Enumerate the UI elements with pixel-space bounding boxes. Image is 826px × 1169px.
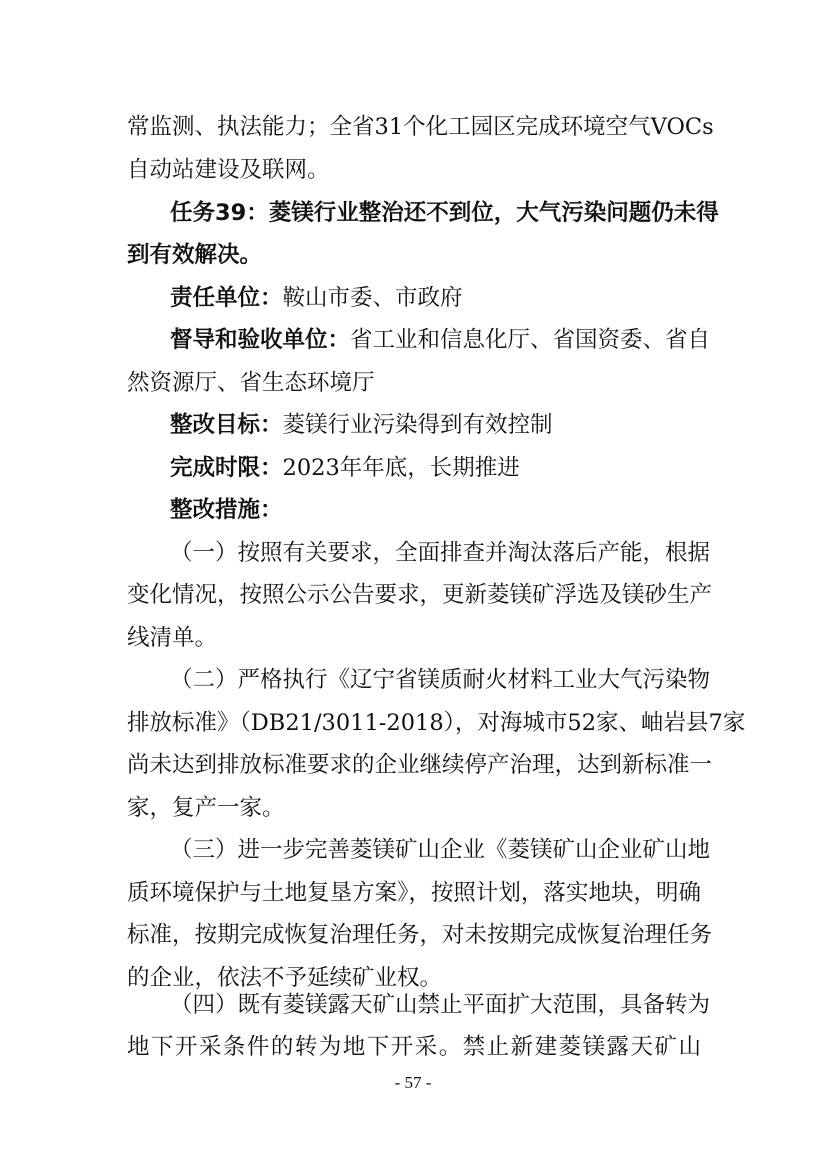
completion-deadline xyxy=(170,453,701,483)
task-heading: 任务39：菱镁行业整治还不到位，大气污染问题仍未得 xyxy=(170,200,719,226)
measure-2-line: （二）严格执行《辽宁省镁质耐火材料工业大气污染物 xyxy=(170,667,711,693)
rectification-goal-label: 整改目标： xyxy=(170,412,283,438)
responsible-unit-label: 责任单位： xyxy=(170,285,283,311)
paragraph-line: 自动站建设及联网。 xyxy=(127,157,330,183)
measure-2-line: 尚未达到排放标准要求的企业继续停产治理，达到新标准一 xyxy=(127,752,713,778)
task-heading: 到有效解决。 xyxy=(127,242,263,268)
measure-4-line: （四）既有菱镁露天矿山禁止平面扩大范围，具备转为 xyxy=(170,992,711,1018)
measure-3-line: 标准，按期完成恢复治理任务，对未按期完成恢复治理任务 xyxy=(127,922,713,948)
measure-3-line: （三）进一步完善菱镁矿山企业《菱镁矿山企业矿山地 xyxy=(170,837,711,863)
rectification-goal xyxy=(170,410,701,440)
rectification-measures xyxy=(170,495,701,525)
measure-3-line: 的企业，依法不予延续矿业权。 xyxy=(127,965,443,991)
measure-1-line: 线清单。 xyxy=(127,625,218,651)
measure-2-line: 排放标准》（DB21/3011-2018），对海城市52家、岫岩县7家 xyxy=(127,710,746,736)
supervise-unit xyxy=(170,325,711,355)
rectification-measures-label: 整改措施： xyxy=(170,497,283,523)
responsible-unit-value: 鞍山市委、市政府 xyxy=(282,285,463,311)
page-number: - 57 - xyxy=(394,1073,432,1092)
measure-1-line: （一）按照有关要求，全面排查并淘汰落后产能，根据 xyxy=(170,540,711,566)
rectification-goal-value: 菱镁行业污染得到有效控制 xyxy=(282,412,553,438)
paragraph-line: 常监测、执法能力；全省31个化工园区完成环境空气VOCs xyxy=(127,114,714,140)
completion-deadline-label: 完成时限： xyxy=(170,455,283,481)
supervise-unit-label: 督导和验收单位： xyxy=(170,327,351,353)
measure-1-line: 变化情况，按照公示公告要求，更新菱镁矿浮选及镁砂生产 xyxy=(127,582,713,608)
completion-deadline-value: 2023年年底，长期推进 xyxy=(282,455,520,481)
responsible-unit xyxy=(170,283,701,313)
measure-3-line: 质环境保护与土地复垦方案》，按照计划，落实地块，明确 xyxy=(127,880,701,906)
measure-4-line: 地下开采条件的转为地下开采。禁止新建菱镁露天矿山 xyxy=(127,1034,701,1060)
measure-2-line: 家，复产一家。 xyxy=(127,795,285,821)
supervise-unit-value: 省工业和信息化厅、省国资委、省自 xyxy=(350,327,711,353)
supervise-unit-line: 然资源厅、省生态环境厅 xyxy=(127,370,375,396)
